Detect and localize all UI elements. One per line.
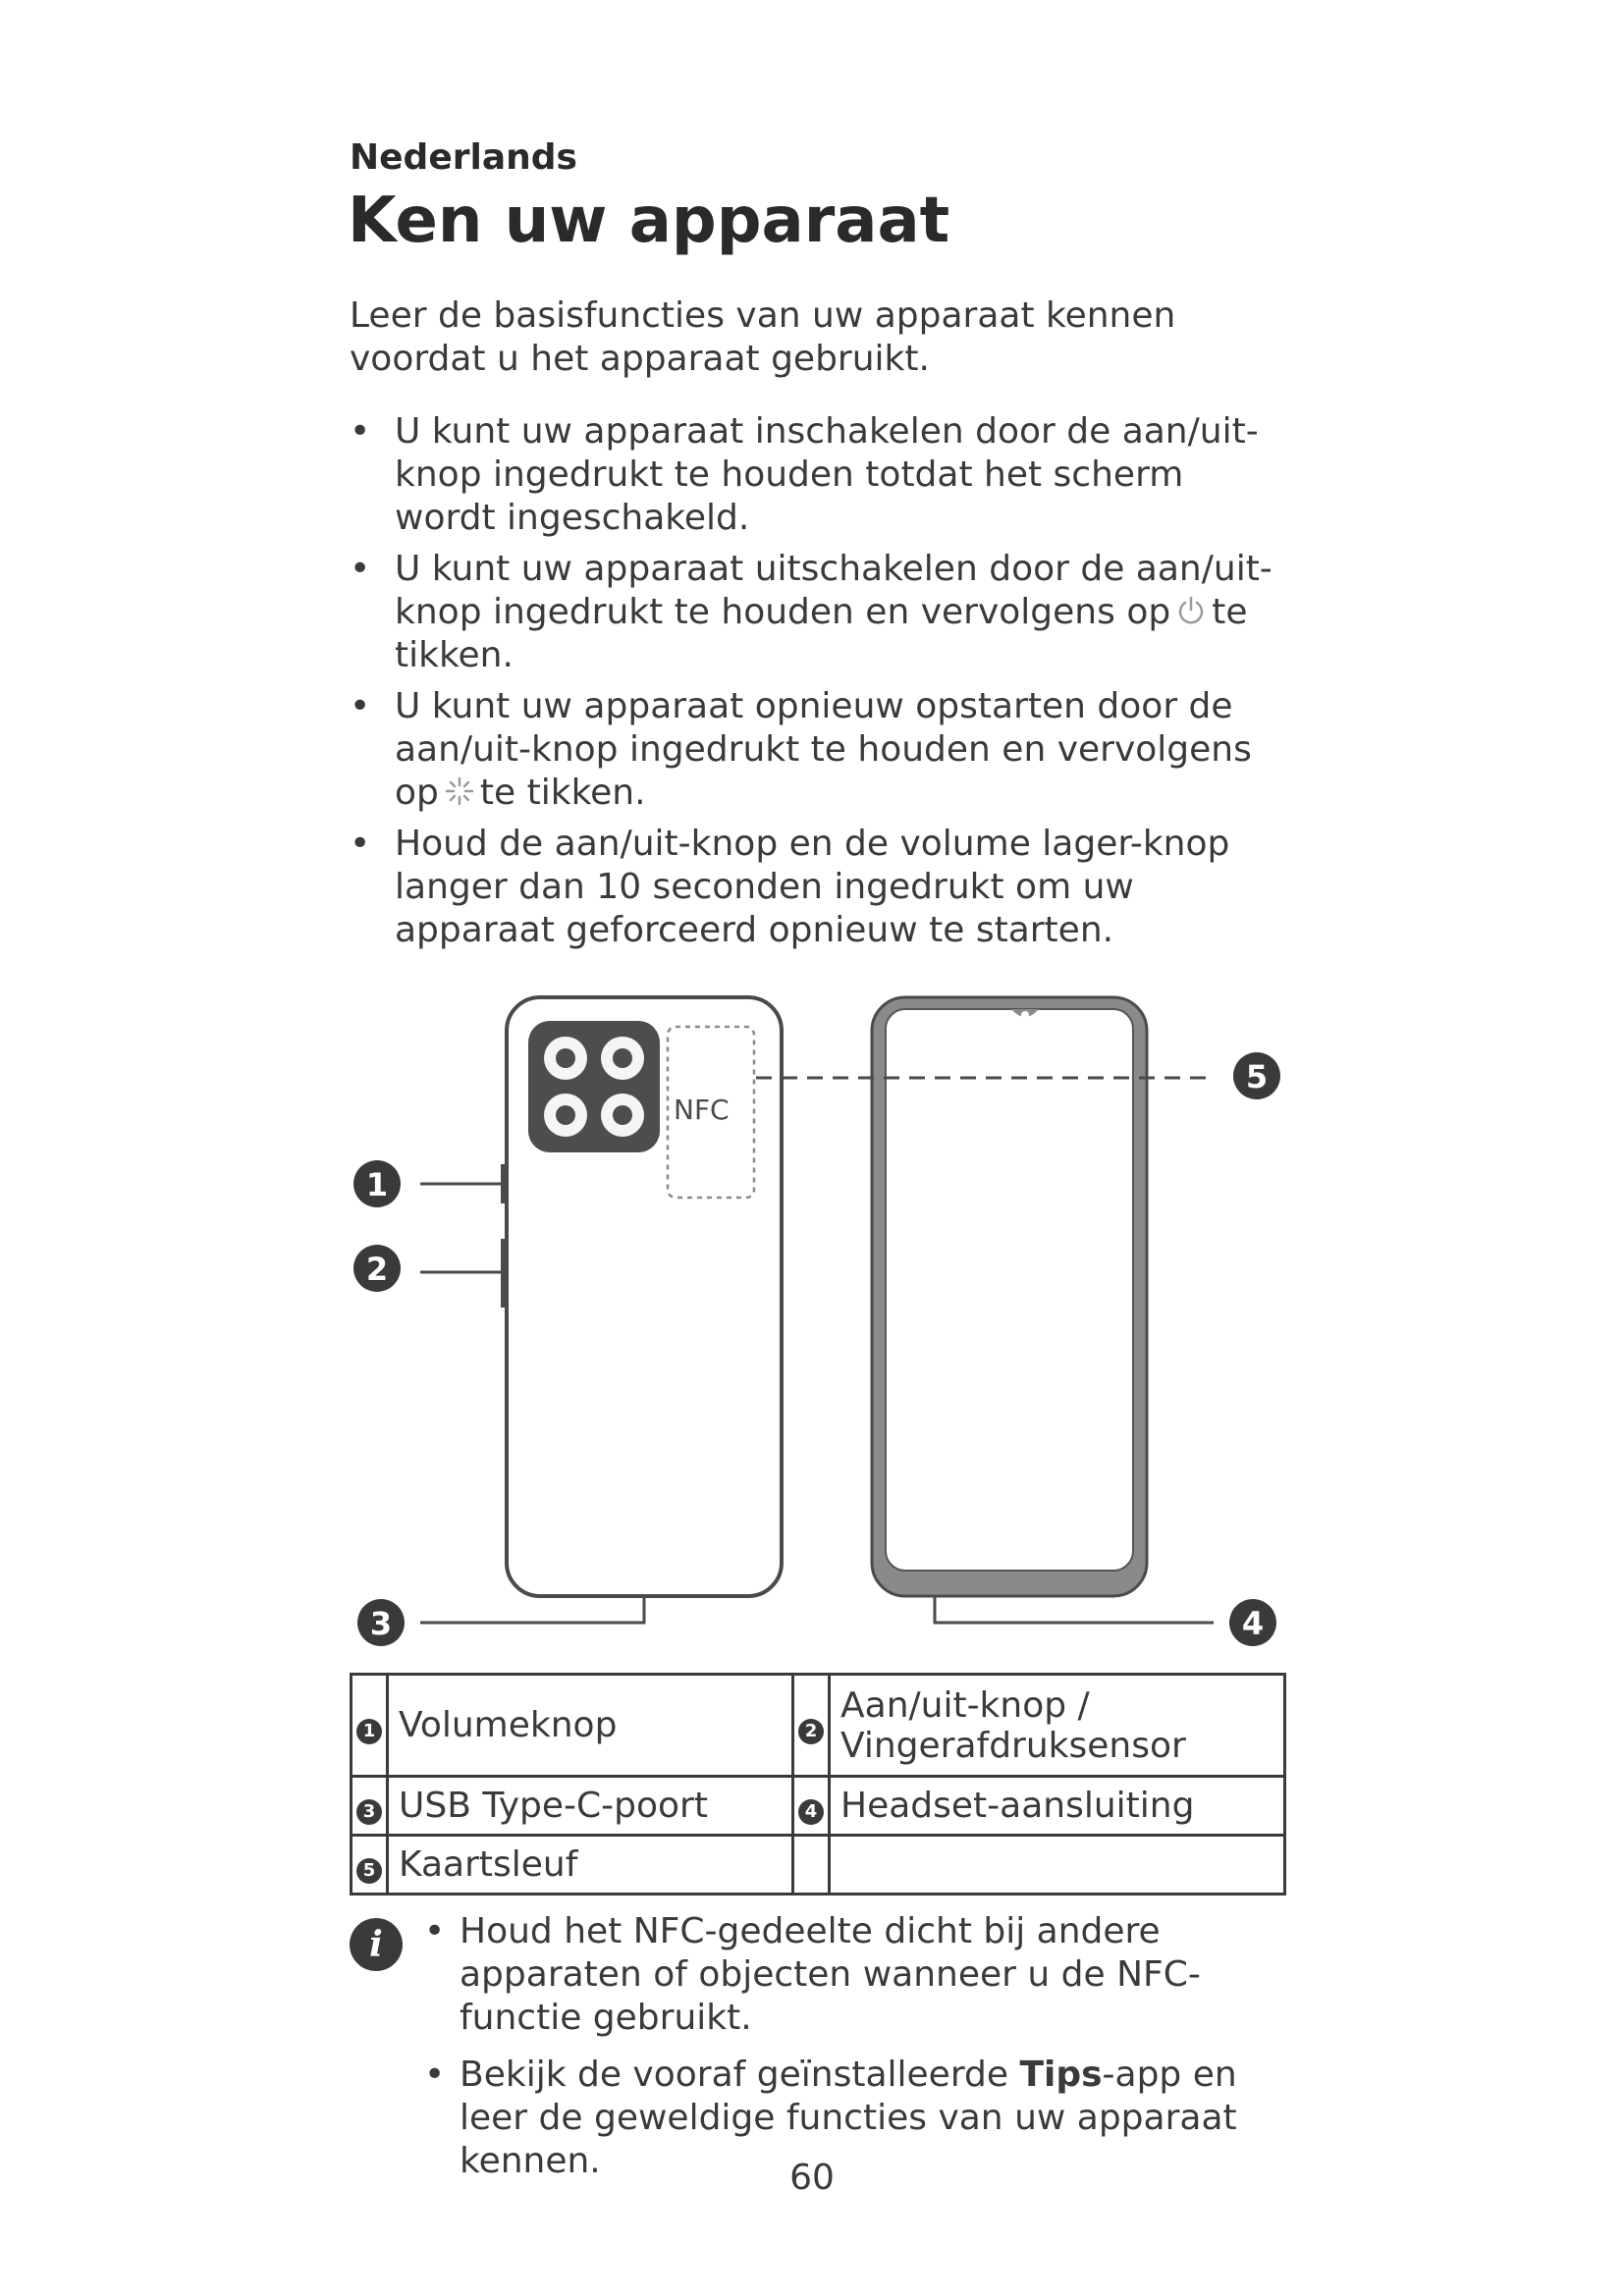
legend-label-cell: Kaartsleuf <box>388 1836 793 1895</box>
power-icon <box>1174 594 1208 627</box>
instruction-list <box>350 410 1292 960</box>
table-row <box>352 1836 1285 1895</box>
legend-label-cell: Volumeknop <box>388 1675 793 1777</box>
legend-label-cell: USB Type-C-poort <box>388 1777 793 1836</box>
legend-number-cell <box>793 1777 830 1836</box>
list-item <box>350 548 1292 677</box>
legend-label-cell <box>830 1836 1285 1895</box>
list-item-text: U kunt uw apparaat uitschakelen door de aan/uit-knop ingedrukt te houden en vervolgens op <box>395 549 1272 632</box>
list-item-text-end: te tikken. <box>395 592 1248 675</box>
intro-paragraph: Leer de basisfuncties van uw apparaat kennen voordat u het apparaat gebruikt. <box>350 295 1176 379</box>
legend-badge: 4 <box>798 1799 824 1825</box>
callout-5 <box>1233 1052 1280 1099</box>
list-item <box>350 685 1292 815</box>
page-number: 60 <box>789 2158 835 2198</box>
restart-icon <box>443 774 476 808</box>
legend-number-cell <box>793 1675 830 1777</box>
callout-3 <box>357 1599 405 1646</box>
note-text: Houd het NFC-gedeelte dicht bij andere apparaten of objecten wanneer u de NFC-functie gebruikt. <box>460 1911 1201 2038</box>
note-text-end: -app en leer de geweldige functies van uw apparaat kennen. <box>460 2055 1237 2181</box>
callout-4-number: 4 <box>1241 1605 1265 1642</box>
bullet-marker: • <box>350 824 371 864</box>
page-title: Ken uw apparaat <box>348 185 950 257</box>
bullet-marker: • <box>350 549 371 589</box>
camera-module <box>528 1021 660 1152</box>
info-note <box>350 1910 1312 2197</box>
bullet-marker: • <box>424 2055 446 2095</box>
callout-1-number: 1 <box>365 1166 389 1203</box>
bullet-marker: • <box>424 1911 446 1951</box>
language-label: Nederlands <box>350 137 577 178</box>
callout-2 <box>353 1245 401 1292</box>
legend-number-cell <box>793 1836 830 1895</box>
list-item-text-end: te tikken. <box>479 773 646 813</box>
list-item <box>350 410 1292 540</box>
list-item <box>350 823 1292 952</box>
callout-4 <box>1229 1599 1276 1646</box>
device-diagram <box>334 982 1296 1659</box>
list-item-text: U kunt uw apparaat opnieuw opstarten door de aan/uit-knop ingedrukt te houden en vervolgens op <box>395 686 1252 813</box>
callout-3-number: 3 <box>369 1605 393 1642</box>
callout-2-number: 2 <box>365 1251 389 1288</box>
phone-front <box>872 997 1147 1596</box>
list-item-text: U kunt uw apparaat inschakelen door de aan/uit-knop ingedrukt te houden totdat het scherm wordt ingeschakeld. <box>395 411 1259 538</box>
table-row <box>352 1675 1285 1777</box>
legend-badge: 3 <box>356 1799 382 1825</box>
list-item <box>350 1910 1312 2040</box>
legend-number-cell <box>352 1836 388 1895</box>
parts-legend-table <box>350 1673 1286 1896</box>
nfc-label: NFC <box>674 1094 730 1126</box>
info-icon: i <box>350 1918 403 1971</box>
callout-1 <box>353 1160 401 1207</box>
bullet-marker: • <box>350 411 371 452</box>
bullet-marker: • <box>350 686 371 726</box>
legend-number-cell <box>352 1675 388 1777</box>
legend-badge: 2 <box>798 1719 824 1744</box>
legend-badge: 1 <box>356 1719 382 1744</box>
legend-number-cell <box>352 1777 388 1836</box>
list-item-text: Houd de aan/uit-knop en de volume lager-knop langer dan 10 seconden ingedrukt om uw apparaat geforceerd opnieuw te starten. <box>395 824 1230 950</box>
tips-app-name: Tips <box>1019 2055 1103 2095</box>
note-text: Bekijk de vooraf geïnstalleerde <box>460 2055 1008 2095</box>
legend-label-cell: Aan/uit-knop / Vingerafdruksensor <box>830 1675 1285 1777</box>
table-row <box>352 1777 1285 1836</box>
legend-badge: 5 <box>356 1858 382 1884</box>
legend-label-cell: Headset-aansluiting <box>830 1777 1285 1836</box>
callout-5-number: 5 <box>1245 1058 1269 1095</box>
